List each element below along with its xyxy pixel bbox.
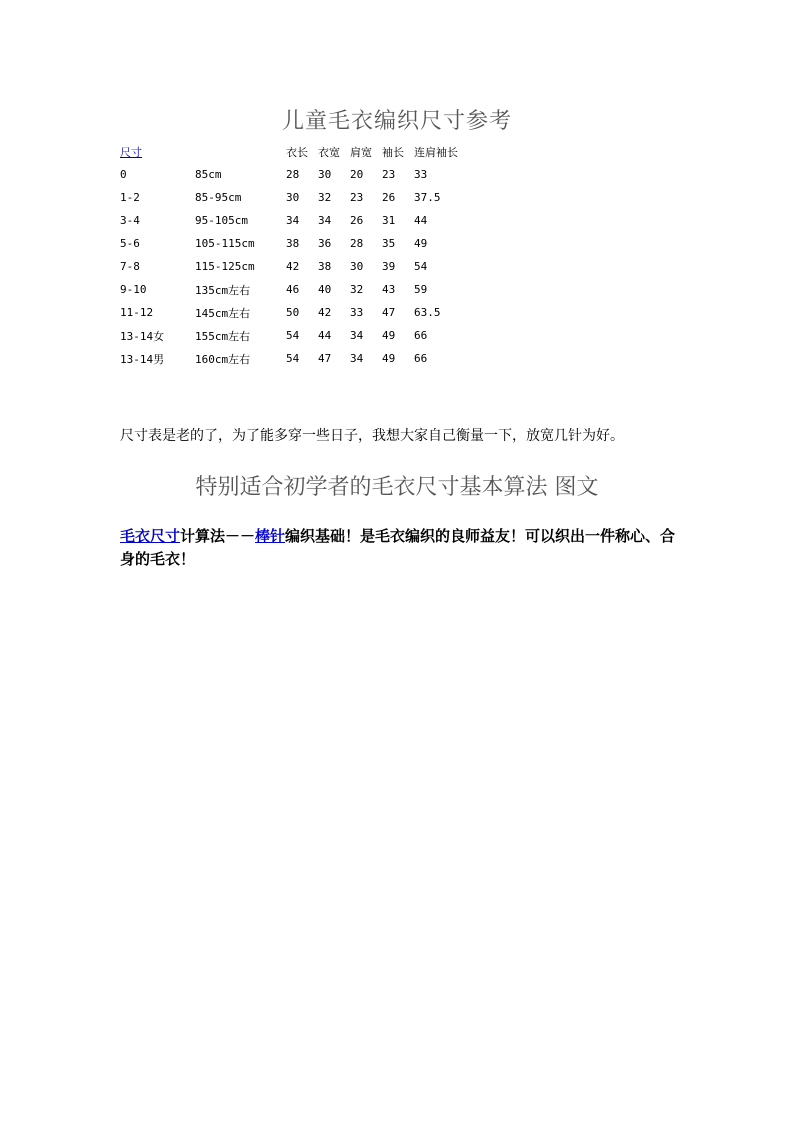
cell-width: 36 (318, 237, 332, 250)
cell-size: 13-14男 (120, 352, 165, 366)
cell-height: 85-95cm (195, 191, 242, 204)
cell-length: 54 (286, 352, 300, 365)
cell-size: 9-10 (120, 283, 147, 296)
cell-shoulder: 20 (350, 168, 364, 181)
cell-width: 44 (318, 329, 332, 342)
cell-size: 13-14女 (120, 329, 165, 343)
cell-size: 3-4 (120, 214, 140, 227)
cell-shoulder: 33 (350, 306, 364, 319)
intro-paragraph (120, 525, 680, 571)
cell-length: 46 (286, 283, 300, 296)
sweater-size-link[interactable]: 毛衣尺寸 (120, 527, 181, 545)
cell-shoulder: 34 (350, 352, 364, 365)
header-size-link[interactable] (120, 140, 195, 163)
table-row (120, 301, 494, 324)
cell-sleeve: 39 (382, 260, 396, 273)
cell-width: 32 (318, 191, 332, 204)
cell-size: 5-6 (120, 237, 140, 250)
cell-height: 115-125cm (195, 260, 255, 273)
size-link[interactable]: 尺寸 (120, 145, 142, 159)
cell-raglan-sleeve: 37.5 (414, 191, 441, 204)
cell-shoulder: 30 (350, 260, 364, 273)
table-row (120, 278, 494, 301)
cell-raglan-sleeve: 63.5 (414, 306, 441, 319)
cell-shoulder: 34 (350, 329, 364, 342)
cell-height: 95-105cm (195, 214, 248, 227)
cell-width: 38 (318, 260, 332, 273)
header-shoulder: 肩宽 (350, 145, 372, 159)
cell-size: 7-8 (120, 260, 140, 273)
cell-length: 34 (286, 214, 300, 227)
table-header-row (120, 140, 494, 163)
cell-length: 38 (286, 237, 300, 250)
header-width: 衣宽 (318, 145, 340, 159)
cell-sleeve: 31 (382, 214, 396, 227)
cell-raglan-sleeve: 49 (414, 237, 428, 250)
size-table (120, 140, 494, 370)
cell-raglan-sleeve: 44 (414, 214, 428, 227)
cell-width: 34 (318, 214, 332, 227)
table-row (120, 186, 494, 209)
cell-width: 42 (318, 306, 332, 319)
table-row (120, 255, 494, 278)
note-text: 尺寸表是老的了，为了能多穿一些日子，我想大家自己衡量一下，放宽几针为好。 (120, 428, 624, 444)
page-title: 儿童毛衣编织尺寸参考 (281, 109, 512, 134)
cell-height: 160cm左右 (195, 352, 251, 366)
cell-length: 42 (286, 260, 300, 273)
table-row (120, 209, 494, 232)
cell-height: 135cm左右 (195, 283, 251, 297)
cell-sleeve: 47 (382, 306, 396, 319)
cell-shoulder: 26 (350, 214, 364, 227)
header-raglan-sleeve: 连肩袖长 (414, 145, 458, 159)
cell-height: 85cm (195, 168, 222, 181)
header-length: 衣长 (286, 145, 308, 159)
cell-size: 0 (120, 168, 127, 181)
cell-shoulder: 32 (350, 283, 364, 296)
cell-height: 155cm左右 (195, 329, 251, 343)
cell-width: 47 (318, 352, 332, 365)
cell-sleeve: 43 (382, 283, 396, 296)
table-row (120, 347, 494, 370)
cell-raglan-sleeve: 59 (414, 283, 428, 296)
cell-length: 54 (286, 329, 300, 342)
cell-size: 11-12 (120, 306, 154, 319)
cell-raglan-sleeve: 54 (414, 260, 428, 273)
cell-width: 30 (318, 168, 332, 181)
cell-length: 30 (286, 191, 300, 204)
cell-raglan-sleeve: 33 (414, 168, 428, 181)
cell-height: 145cm左右 (195, 306, 251, 320)
section-subtitle: 特别适合初学者的毛衣尺寸基本算法 图文 (195, 475, 599, 500)
cell-width: 40 (318, 283, 332, 296)
paragraph-text-2: 编织基础！是毛衣编织的良师益友！可以织出一件称心、合身的毛衣！ (120, 527, 676, 568)
cell-shoulder: 28 (350, 237, 364, 250)
cell-sleeve: 23 (382, 168, 396, 181)
cell-shoulder: 23 (350, 191, 364, 204)
cell-size: 1-2 (120, 191, 140, 204)
cell-height: 105-115cm (195, 237, 255, 250)
table-row (120, 324, 494, 347)
header-height (195, 140, 286, 163)
knitting-needle-link[interactable]: 棒针 (255, 527, 286, 545)
cell-sleeve: 49 (382, 352, 396, 365)
cell-raglan-sleeve: 66 (414, 352, 428, 365)
cell-length: 50 (286, 306, 300, 319)
header-sleeve: 袖长 (382, 145, 404, 159)
cell-length: 28 (286, 168, 300, 181)
table-row (120, 232, 494, 255)
table-row (120, 163, 494, 186)
paragraph-text-1: 计算法－－ (180, 527, 256, 545)
cell-sleeve: 26 (382, 191, 396, 204)
cell-sleeve: 35 (382, 237, 396, 250)
cell-sleeve: 49 (382, 329, 396, 342)
cell-raglan-sleeve: 66 (414, 329, 428, 342)
